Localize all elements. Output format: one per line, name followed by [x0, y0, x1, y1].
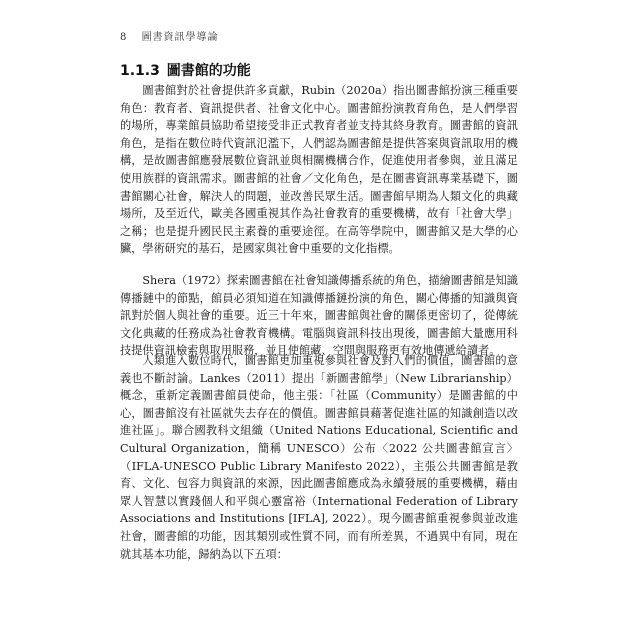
running-title: 圖書資訊學導論 — [141, 32, 219, 43]
paragraph-digital-era: 人類進入數位時代，圖書館更加重視參與社會及對人們的價值，圖書館的意義也不斷討論。Lankes（2011）提出「新圖書館學」（New Librarianship）概念，重新定義圖書館員使命，他主張：「社區（Community）是圖書館的中心，圖書館沒有社區就失去存在的價值。圖書館員藉著促進社區的知識創造以改進社區」。聯合國教科文組織（United Nations Educational, Scientific and Cultural Organization，簡稱 UNESCO）公布〈2022 公共圖書館宣言〉（IFLA-UNESCO Public Library Manifesto 2022），主張公共圖書館是教育、文化、包容力與資訊的來源，因此圖書館應成為永續發展的重要機構，藉由眾人智慧以實踐個人和平與心靈富裕（International Federation of Library Associations and Institutions [IFLA], 2022）。現今圖書館重視參與並改進社會，圖書館的功能，因其類別或性質不同，而有所差異，不過異中有同，現在就其基本功能，歸納為以下五項： — [120, 354, 518, 561]
paragraph-library-roles: 圖書館對於社會提供許多貢獻，Rubin（2020a）指出圖書館扮演三種重要角色：教育者、資訊提供者、社會文化中心。圖書館扮演教育角色，是人們學習的場所，專業館員協助希望接受非正式教育者並支持其終身教育。圖書館的資訊角色，是指在數位時代資訊氾濫下，人們認為圖書館是提供答案與資訊取用的機構，是故圖書館應發展數位資訊並與相關機構合作，促進使用者參與，並且滿足使用族群的資訊需求。圖書館的社會／文化角色，是在圖書資訊專業基礎下，圖書館關心社會，解決人的問題，並改善民眾生活。圖書館早期為人類文化的典藏場所，及至近代，歐美各國重視其作為社會教育的重要機構，故有「社會大學」之稱；也是提升國民民主素養的重要途徑。在高等學院中，圖書館又是大學的心臟，學術研究的基石，是國家與社會中重要的文化指標。 — [120, 84, 518, 256]
section-number: 1.1.3 — [120, 63, 160, 79]
running-header — [120, 28, 219, 43]
page-number: 8 — [120, 32, 128, 43]
section-heading — [120, 60, 251, 80]
paragraph-shera: Shera（1972）探索圖書館在社會知識傳播系統的角色，描繪圖書館是知識傳播鏈中的節點，館員必須知道在知識傳播鏈扮演的角色，關心傳播的知識與資訊對於個人與社會的重要。近三十年來，圖書館與社會的關係更密切了，從傳統文化典藏的任務成為社會教育機構。電腦與資訊科技出現後，圖書館大量應用科技提供資訊檢索與取用服務，並且使館藏、空間與服務更有效地傳遞給讀者。 — [120, 274, 518, 358]
section-title: 圖書館的功能 — [166, 63, 251, 79]
